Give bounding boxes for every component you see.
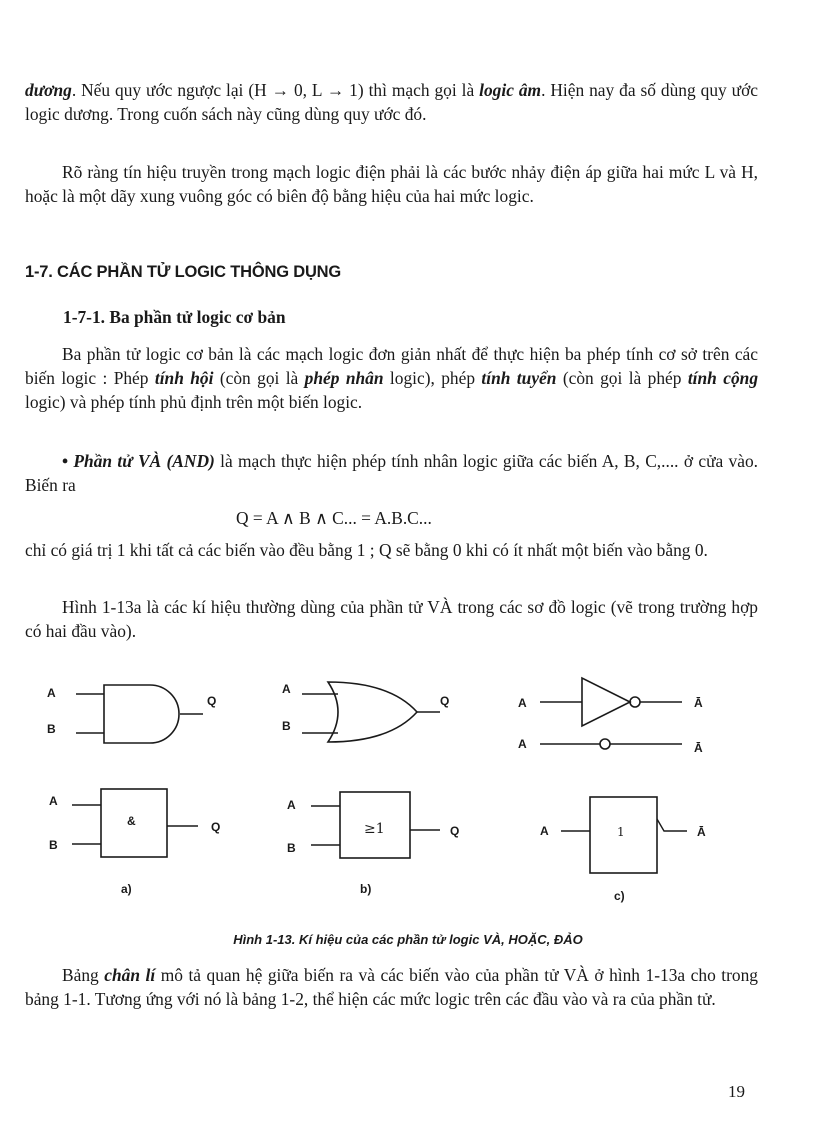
label-a: A	[47, 686, 56, 700]
label-b: B	[282, 719, 291, 733]
label-not-a: Ā	[694, 696, 703, 710]
section-heading: 1-7. CÁC PHẦN TỬ LOGIC THÔNG DỤNG	[25, 263, 342, 281]
label-not-a: Ā	[694, 741, 703, 755]
label-q: Q	[207, 694, 217, 708]
label-a: A	[518, 737, 527, 751]
label-b: B	[47, 722, 56, 736]
label-a: A	[518, 696, 527, 710]
paragraph-signal: Rõ ràng tín hiệu truyền trong mạch logic điện phải là các bước nhảy điện áp giữa hai mức L và H, hoặc là một dãy xung vuông góc có biên độ bằng hiệu của hai mức logic.	[25, 162, 758, 206]
subsection-heading: 1-7-1. Ba phần tử logic cơ bản	[63, 307, 286, 327]
inverter-line-symbol	[518, 737, 703, 755]
label-q: Q	[450, 824, 460, 838]
sublabel-a: a)	[121, 882, 132, 896]
paragraph-and-element: • Phần tử VÀ (AND) là mạch thực hiện phép tính nhân logic giữa các biến A, B, C,.... ở cửa vào. Biến ra	[25, 451, 759, 495]
not-gate-iec-symbol	[540, 797, 706, 873]
label-a: A	[540, 824, 549, 838]
label-a: A	[282, 682, 291, 696]
label-b: B	[287, 841, 296, 855]
paragraph-and-output: chỉ có giá trị 1 khi tất cả các biến vào đều bằng 1 ; Q sẽ bằng 0 khi có ít nhất một biến vào bằng 0.	[25, 540, 708, 560]
or-gate-iec-symbol	[287, 792, 459, 858]
logic-symbols-figure	[0, 660, 816, 920]
page-number: 19	[728, 1082, 745, 1101]
paragraph-basic-elements: Ba phần tử logic cơ bản là các mạch logic đơn giản nhất để thực hiện ba phép tính cơ sở trên các biến logic : Phép tính hội (còn gọi là phép nhân logic), phép tính tuyển (còn gọi là phép tính cộng logic) và phép tính phủ định trên một biến logic.	[25, 344, 759, 412]
paragraph-figure-ref: Hình 1-13a là các kí hiệu thường dùng của phần tử VÀ trong các sơ đồ logic (vẽ trong trường hợp có hai đầu vào).	[25, 597, 758, 641]
and-gate-iec-symbol	[49, 789, 220, 857]
term-negative-logic: logic âm	[479, 80, 542, 100]
figure-caption: Hình 1-13. Kí hiệu của các phần tử logic VÀ, HOẶC, ĐẢO	[233, 932, 583, 947]
or-gate-us-symbol	[282, 682, 449, 742]
label-a: A	[49, 794, 58, 808]
term-positive-logic: dương	[25, 80, 72, 100]
not-gate-us-symbol	[518, 678, 703, 726]
label-q: Q	[211, 820, 221, 834]
or-symbol: ≥1	[364, 821, 385, 837]
sublabel-b: b)	[360, 882, 372, 896]
term-and-element: Phần tử VÀ (AND)	[73, 451, 215, 471]
not-symbol: 1	[617, 825, 625, 839]
paragraph-logic-convention: dương. Nếu quy ước ngược lại (H → 0, L → 1) thì mạch gọi là logic âm. Hiện nay đa số dùng quy ước logic dương. Trong cuốn sách này cũng dùng quy ước đó.	[25, 80, 758, 124]
sublabel-c: c)	[614, 889, 625, 903]
and-formula: Q = A ∧ B ∧ C... = A.B.C...	[236, 508, 432, 528]
term-truth-table: chân lí	[104, 965, 156, 985]
and-gate-us-symbol	[47, 685, 216, 743]
label-q: Q	[440, 694, 450, 708]
label-b: B	[49, 838, 58, 852]
label-not-a: Ā	[697, 825, 706, 839]
label-a: A	[287, 798, 296, 812]
paragraph-truth-table: Bảng chân lí mô tả quan hệ giữa biến ra và các biến vào của phần tử VÀ ở hình 1-13a cho trong bảng 1-1. Tương ứng với nó là bảng 1-2, thể hiện các mức logic trên các đầu vào và ra của phần tử.	[25, 965, 758, 1009]
and-symbol: &	[127, 814, 136, 828]
